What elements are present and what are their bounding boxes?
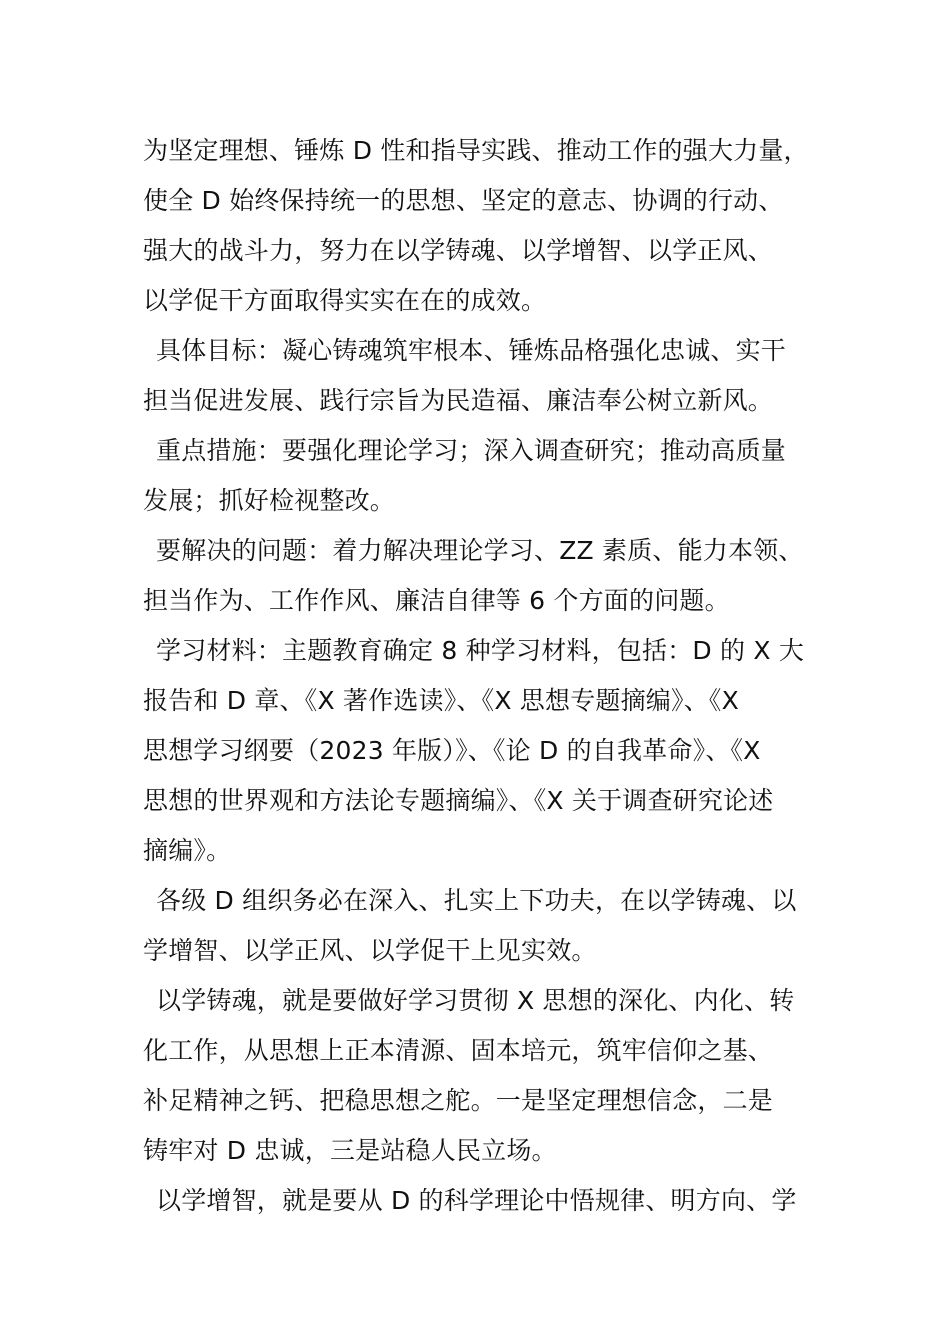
paragraph-first-line: 以学增智，就是要从 D 的科学理论中悟规律、明方向、学: [156, 1186, 797, 1215]
paragraph-line: 担当促进发展、践行宗旨为民造福、廉洁奉公树立新风。: [143, 386, 774, 415]
paragraph-line: 使全 D 始终保持统一的思想、坚定的意志、协调的行动、: [143, 186, 784, 215]
paragraph-first-line: 重点措施：要强化理论学习；深入调查研究；推动高质量: [156, 436, 787, 465]
document-body: [143, 126, 813, 1226]
paragraph-line: 化工作，从思想上正本清源、固本培元，筑牢信仰之基、: [143, 1036, 774, 1065]
paragraph-line: 担当作为、工作作风、廉洁自律等 6 个方面的问题。: [143, 586, 730, 615]
paragraph-first-line: 具体目标：凝心铸魂筑牢根本、锤炼品格强化忠诚、实干: [156, 336, 787, 365]
paragraph-line: 报告和 D 章、《X 著作选读》、《X 思想专题摘编》、《X: [143, 686, 739, 715]
paragraph-line: 思想的世界观和方法论专题摘编》、《X 关于调查研究论述: [143, 786, 774, 815]
paragraph-first-line: 要解决的问题：着力解决理论学习、ZZ 素质、能力本领、: [156, 536, 804, 565]
paragraph-line: 摘编》。: [143, 836, 232, 865]
paragraph-line: 补足精神之钙、把稳思想之舵。一是坚定理想信念，二是: [143, 1086, 774, 1115]
paragraph-line: 发展；抓好检视整改。: [143, 486, 396, 515]
paragraph-line: 思想学习纲要（2023 年版）》、《论 D 的自我革命》、《X: [143, 736, 761, 765]
paragraph-line: 为坚定理想、锤炼 D 性和指导实践、推动工作的强大力量，: [143, 136, 809, 165]
paragraph-line: 以学促干方面取得实实在在的成效。: [143, 286, 547, 315]
paragraph-first-line: 以学铸魂，就是要做好学习贯彻 X 思想的深化、内化、转: [156, 986, 795, 1015]
paragraph-line: 强大的战斗力，努力在以学铸魂、以学增智、以学正风、: [143, 236, 774, 265]
paragraph-first-line: 学习材料：主题教育确定 8 种学习材料，包括：D 的 X 大: [156, 636, 805, 665]
paragraph-first-line: 各级 D 组织务必在深入、扎实上下功夫，在以学铸魂、以: [156, 886, 797, 915]
paragraph-line: 铸牢对 D 忠诚，三是站稳人民立场。: [143, 1136, 557, 1165]
paragraph-line: 学增智、以学正风、以学促干上见实效。: [143, 936, 597, 965]
